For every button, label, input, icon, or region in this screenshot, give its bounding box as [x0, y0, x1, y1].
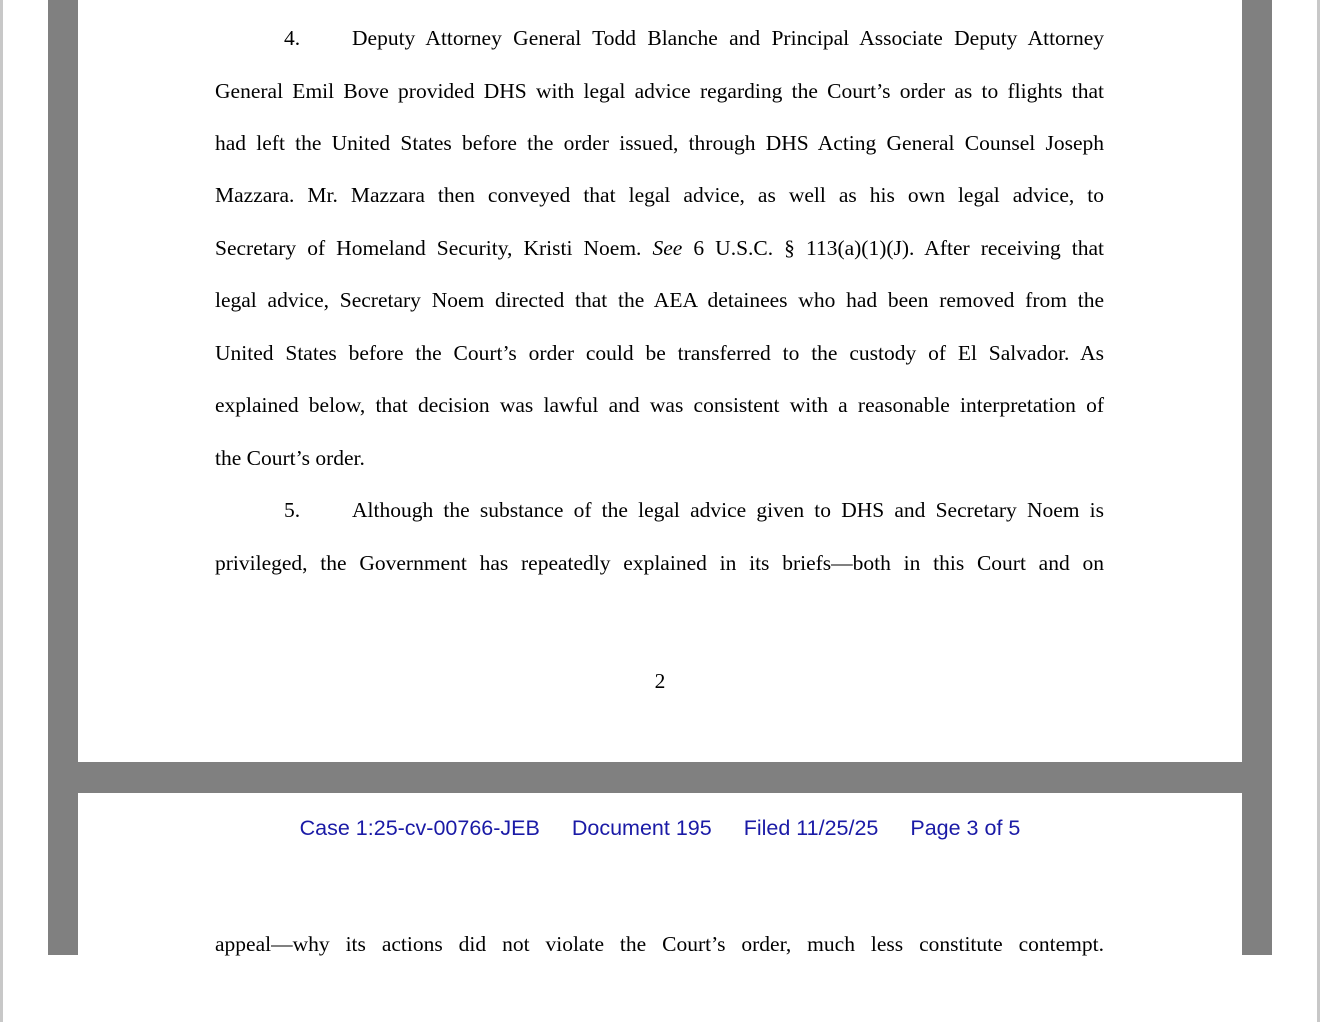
document-number: Document 195 [571, 816, 712, 840]
text-line: Mazzara. Mr. Mazzara then conveyed that legal advice, as well as his own legal advice, to [215, 183, 1104, 207]
viewer-bottom-area [3, 955, 1317, 1022]
text-line: appeal—why its actions did not violate the Court’s order, much less constitute contempt. [215, 932, 1104, 956]
text-line: legal advice, Secretary Noem directed that the AEA detainees who had been removed from the [215, 288, 1104, 312]
text-line: had left the United States before the order issued, through DHS Acting General Counsel Joseph [215, 131, 1104, 155]
case-number: Case 1:25-cv-00766-JEB [299, 816, 540, 840]
text-line: United States before the Court’s order could be transferred to the custody of El Salvador. As [215, 341, 1104, 365]
page-number: 2 [654, 669, 666, 693]
paragraph-number: 4. [284, 26, 301, 50]
text-line: General Emil Bove provided DHS with legal advice regarding the Court’s order as to flights that [215, 79, 1104, 103]
case-header [0, 815, 1320, 841]
text-line: privileged, the Government has repeatedly explained in its briefs—both in this Court and on [215, 551, 1104, 575]
text-segment: 6 U.S.C. § 113(a)(1)(J). After receiving that [682, 236, 1104, 260]
text-line: the Court’s order. [215, 446, 365, 470]
text-line: explained below, that decision was lawful and was consistent with a reasonable interpretation of [215, 393, 1104, 417]
page-indicator: Page 3 of 5 [910, 816, 1021, 840]
filed-date: Filed 11/25/25 [743, 816, 879, 840]
window-edge-left [0, 0, 3, 1022]
text-line: Deputy Attorney General Todd Blanche and Principal Associate Deputy Attorney [352, 26, 1104, 50]
text-line: Although the substance of the legal advice given to DHS and Secretary Noem is [352, 498, 1104, 522]
pdf-page-2 [78, 0, 1242, 762]
text-segment: Secretary of Homeland Security, Kristi Noem. [215, 236, 653, 260]
paragraph-number: 5. [284, 498, 301, 522]
citation-signal: See [652, 236, 683, 260]
text-line-citation [215, 236, 1104, 260]
